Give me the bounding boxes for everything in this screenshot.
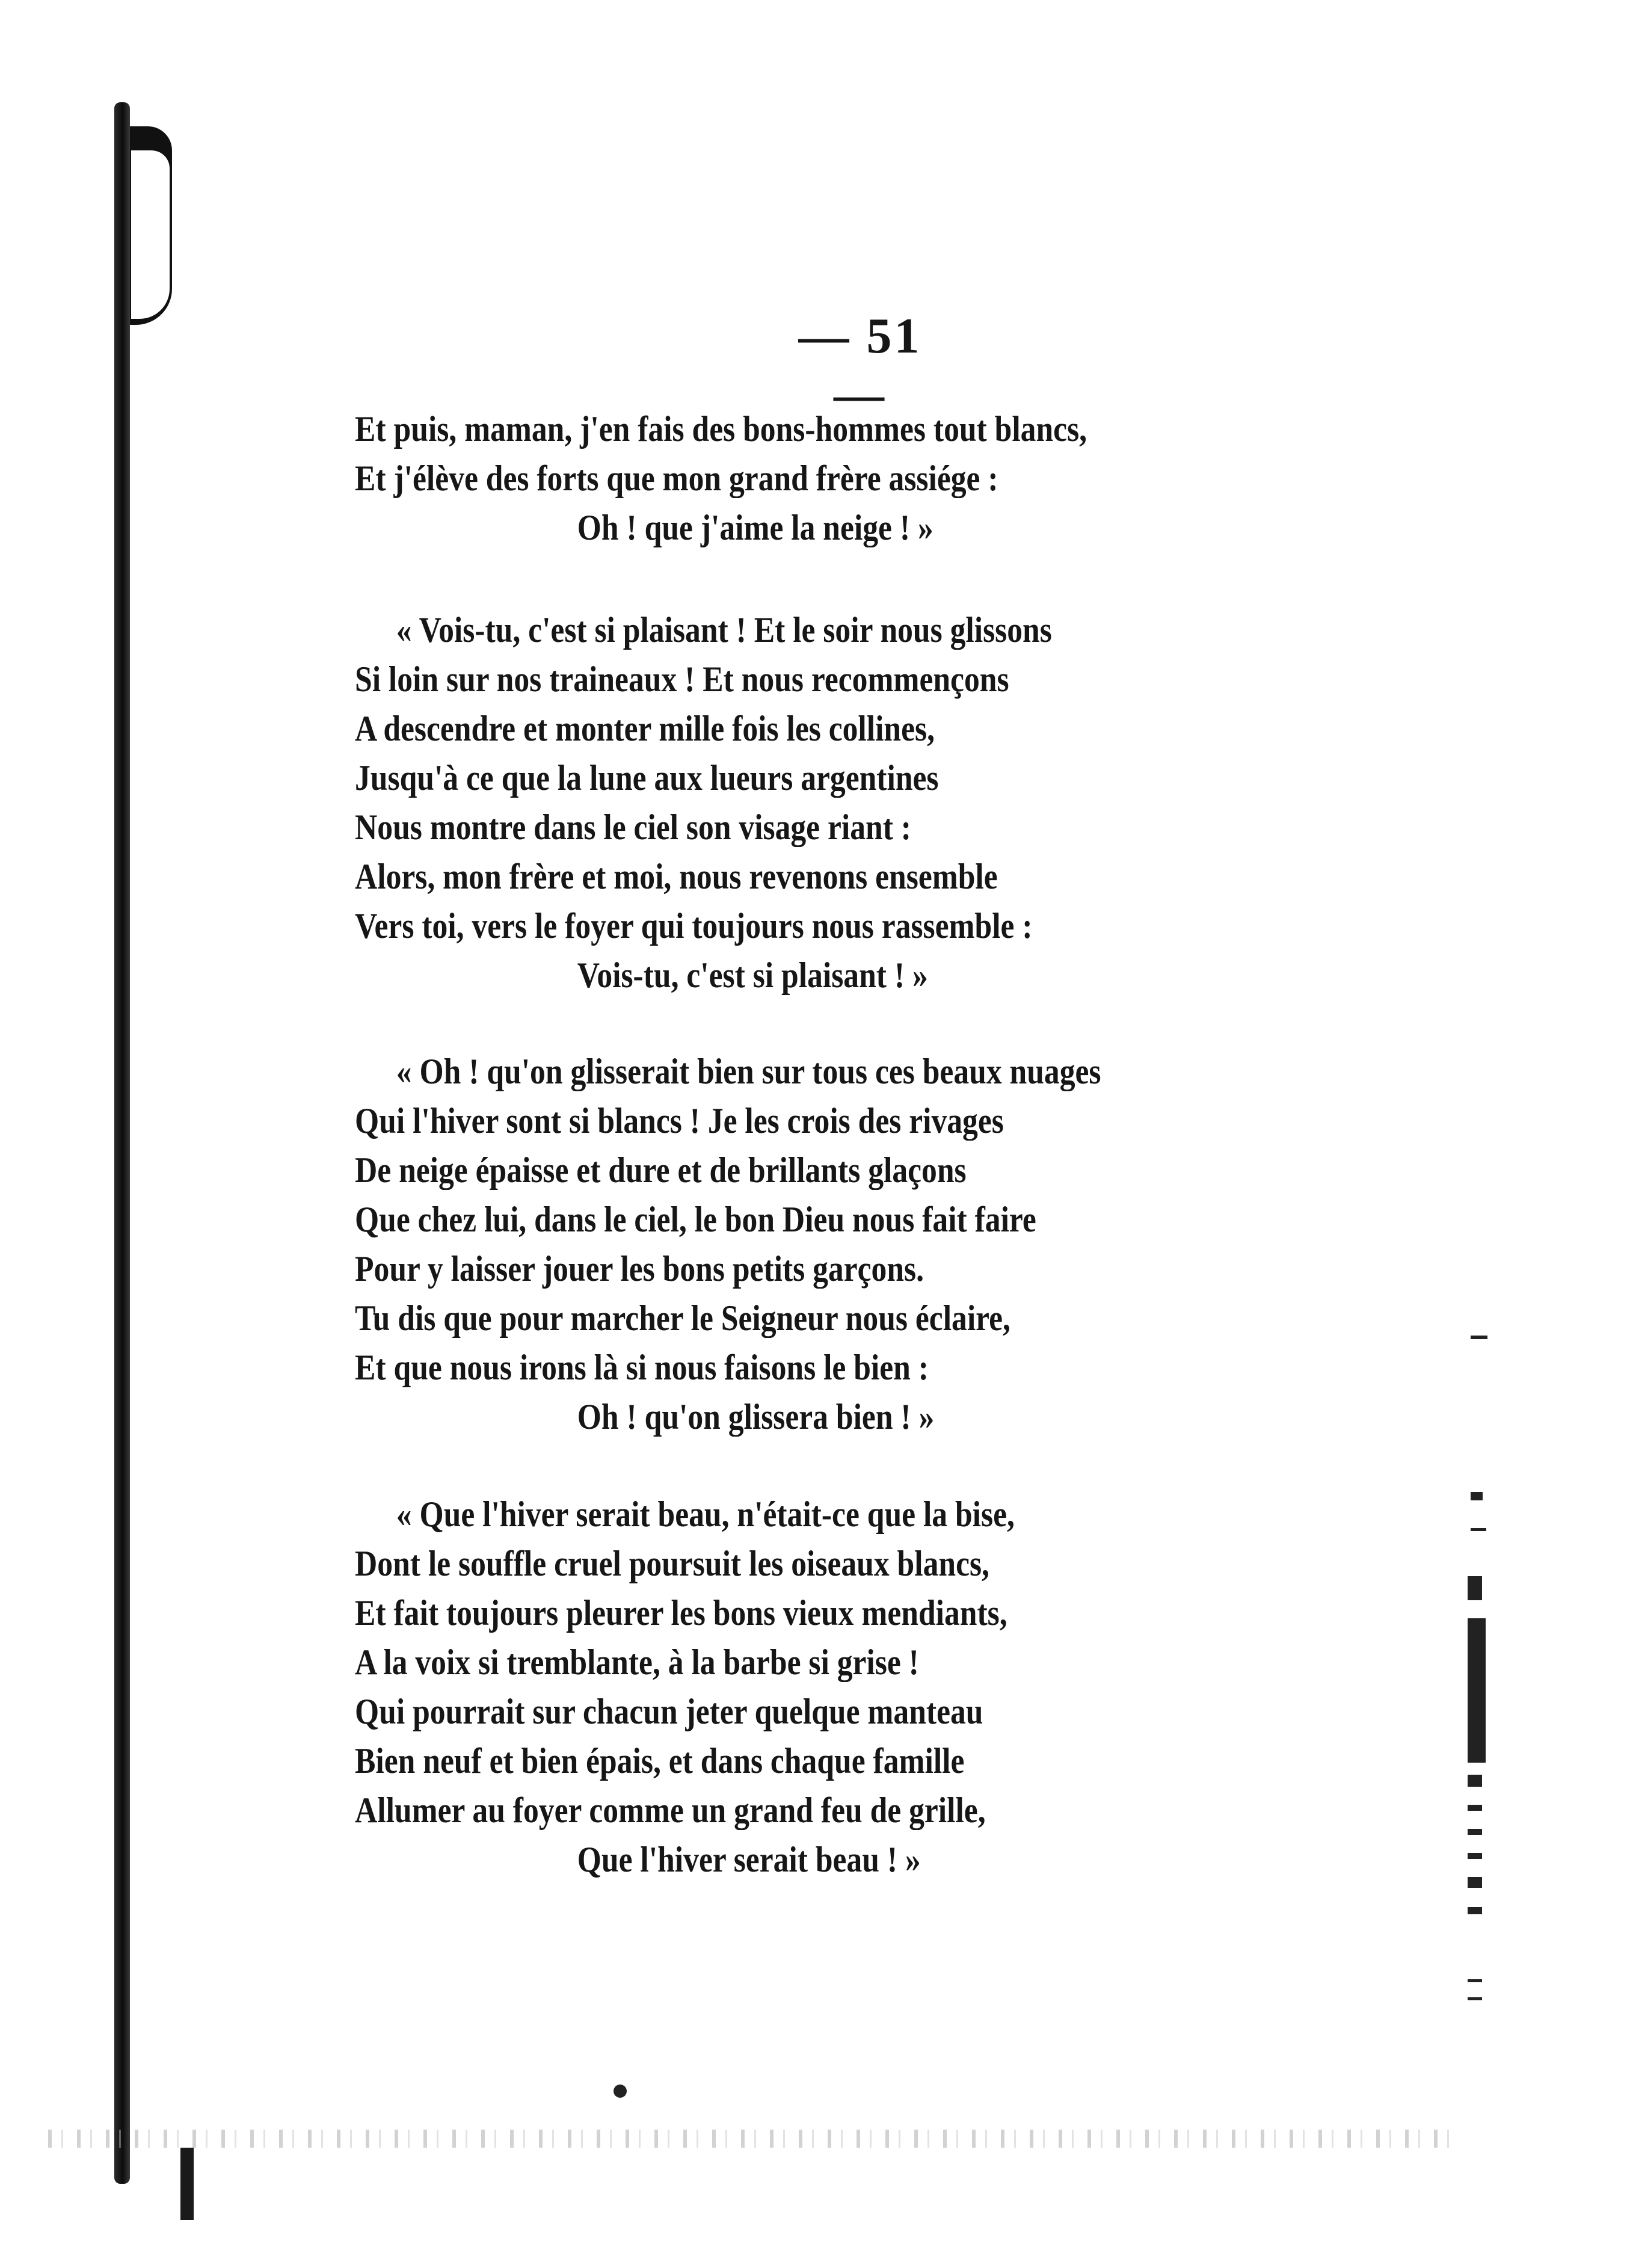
verse-line: Que chez lui, dans le ciel, le bon Dieu nous fait faire	[355, 1200, 1036, 1239]
verse-line: Et que nous irons là si nous faisons le bien :	[355, 1348, 929, 1387]
stanza-4	[355, 1490, 1401, 1884]
verse-line: Et j'élève des forts que mon grand frère assiége :	[355, 458, 998, 498]
edge-mark	[1471, 1336, 1487, 1339]
edge-mark	[1468, 1775, 1482, 1787]
verse-line: Allumer au foyer comme un grand feu de grille,	[355, 1790, 986, 1830]
verse-line: Et puis, maman, j'en fais des bons-hommes tout blancs,	[355, 409, 1087, 449]
verse-refrain: Que l'hiver serait beau ! »	[577, 1840, 921, 1879]
verse-refrain: Oh ! que j'aime la neige ! »	[577, 508, 933, 547]
stanza-3	[355, 1047, 1401, 1441]
verse-line: A descendre et monter mille fois les collines,	[355, 709, 935, 748]
edge-mark	[1468, 1618, 1486, 1763]
verse-line: Dont le souffle cruel poursuit les oiseaux blancs,	[355, 1544, 989, 1583]
page-binding-shadow	[114, 102, 130, 2184]
page-number: — 51 —	[798, 308, 922, 422]
edge-mark	[1468, 1907, 1482, 1914]
binding-foot	[180, 2148, 194, 2220]
verse-line: Qui l'hiver sont si blancs ! Je les crois des rivages	[355, 1101, 1004, 1141]
verse-line: Jusqu'à ce que la lune aux lueurs argentines	[355, 758, 939, 798]
edge-mark	[1468, 1853, 1482, 1859]
edge-mark	[1471, 1528, 1486, 1531]
stanza-2	[355, 605, 1401, 1000]
verse-line: A la voix si tremblante, à la barbe si grise !	[355, 1642, 919, 1682]
edge-mark	[1468, 1877, 1482, 1888]
verse-line: Tu dis que pour marcher le Seigneur nous éclaire,	[355, 1298, 1010, 1338]
verse-line: Et fait toujours pleurer les bons vieux mendiants,	[355, 1593, 1007, 1633]
verse-line: Qui pourrait sur chacun jeter quelque manteau	[355, 1692, 983, 1731]
verse-line: « Oh ! qu'on glisserait bien sur tous ces beaux nuages	[396, 1052, 1101, 1091]
verse-line: « Vois-tu, c'est si plaisant ! Et le soir nous glissons	[396, 610, 1052, 650]
scan-noise-bottom	[48, 2130, 1456, 2148]
verse-line: Vers toi, vers le foyer qui toujours nous rassemble :	[355, 906, 1033, 946]
binding-notch-inner	[131, 150, 170, 319]
edge-mark	[1471, 1492, 1483, 1500]
verse-refrain: Vois-tu, c'est si plaisant ! »	[577, 955, 928, 995]
verse-line: Bien neuf et bien épais, et dans chaque famille	[355, 1741, 965, 1781]
verse-line: De neige épaisse et dure et de brillants glaçons	[355, 1150, 967, 1190]
edge-mark	[614, 2085, 627, 2098]
verse-refrain: Oh ! qu'on glissera bien ! »	[577, 1397, 935, 1437]
verse-line: Nous montre dans le ciel son visage riant :	[355, 807, 911, 847]
edge-mark	[1468, 1979, 1482, 1982]
stanza-1	[355, 404, 1401, 552]
edge-mark	[1468, 1576, 1482, 1600]
verse-line: « Que l'hiver serait beau, n'était-ce que la bise,	[396, 1494, 1015, 1534]
verse-line: Alors, mon frère et moi, nous revenons ensemble	[355, 857, 998, 896]
verse-line: Si loin sur nos traineaux ! Et nous recommençons	[355, 659, 1009, 699]
edge-mark	[1468, 1829, 1482, 1835]
edge-mark	[1468, 1997, 1482, 2000]
edge-mark	[1468, 1805, 1482, 1811]
verse-line: Pour y laisser jouer les bons petits garçons.	[355, 1249, 924, 1289]
